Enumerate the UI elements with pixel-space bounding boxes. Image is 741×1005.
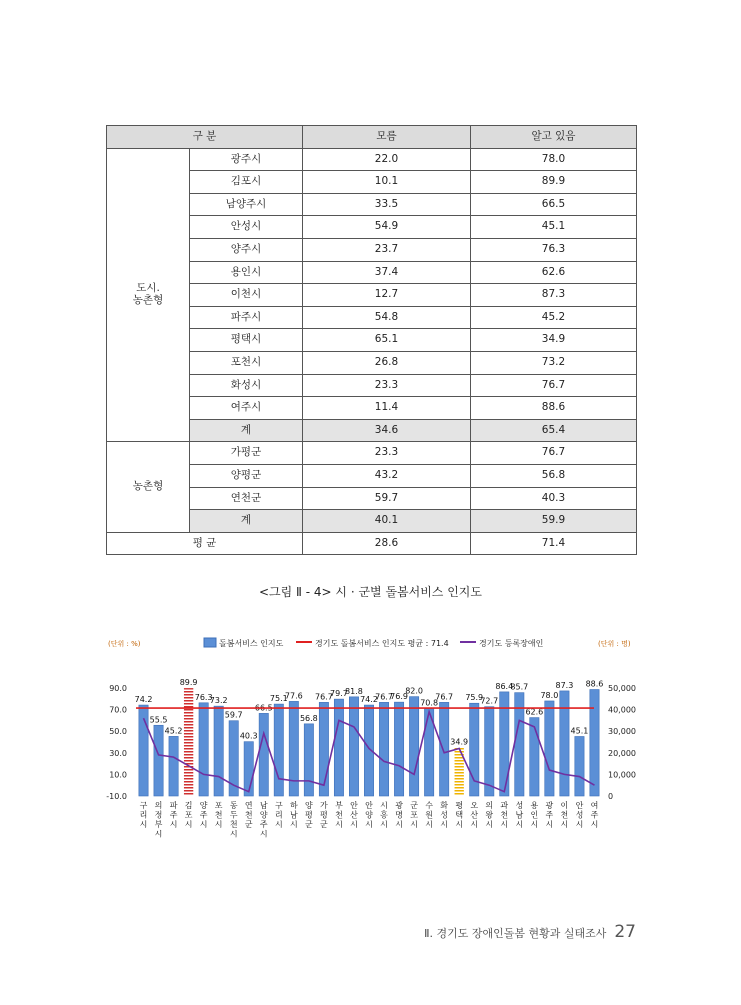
bar bbox=[485, 707, 494, 796]
cell-city: 가평군 bbox=[190, 442, 303, 465]
x-tick-label: 광 명 시 bbox=[395, 801, 403, 829]
cell-unknown: 12.7 bbox=[303, 284, 471, 307]
cell-city: 양평군 bbox=[190, 464, 303, 487]
x-tick-label: 시 흥 시 bbox=[380, 801, 388, 829]
bar bbox=[289, 701, 298, 796]
cell-unknown: 59.7 bbox=[303, 487, 471, 510]
average-known: 71.4 bbox=[471, 532, 637, 555]
group-label: 도시. 농촌형 bbox=[107, 148, 190, 442]
page-number: 27 bbox=[614, 922, 636, 942]
bar-value-label: 62.6 bbox=[525, 707, 544, 717]
x-tick-label: 동 두 천 시 bbox=[229, 801, 238, 839]
x-tick-label: 파 주 시 bbox=[169, 801, 178, 829]
cell-city: 이천시 bbox=[190, 284, 303, 307]
x-tick-label: 가 평 군 bbox=[320, 801, 328, 829]
y-left-tick: 90.0 bbox=[109, 684, 127, 693]
cell-known: 87.3 bbox=[471, 284, 637, 307]
bar bbox=[394, 702, 403, 796]
bar-value-label: 59.7 bbox=[224, 710, 243, 720]
bar bbox=[199, 703, 208, 796]
x-tick-label: 용 인 시 bbox=[530, 801, 539, 829]
bar-value-label: 77.6 bbox=[284, 691, 303, 701]
bar-value-label: 72.7 bbox=[480, 696, 499, 706]
cell-known: 89.9 bbox=[471, 171, 637, 194]
cell-city: 포천시 bbox=[190, 351, 303, 374]
bar bbox=[169, 736, 178, 796]
group-label: 농촌형 bbox=[107, 442, 190, 532]
x-tick-label: 오 산 시 bbox=[470, 801, 479, 829]
subtotal-unknown: 40.1 bbox=[303, 510, 471, 533]
bar bbox=[334, 699, 343, 796]
bar-value-label: 78.0 bbox=[540, 690, 559, 700]
bar-value-label: 70.8 bbox=[420, 698, 439, 708]
x-tick-label: 양 평 군 bbox=[305, 801, 313, 829]
y-right-tick: 20,000 bbox=[608, 748, 636, 758]
cell-known: 76.3 bbox=[471, 238, 637, 261]
cell-unknown: 33.5 bbox=[303, 193, 471, 216]
x-tick-label: 구 리 시 bbox=[139, 801, 148, 829]
bar bbox=[560, 691, 569, 796]
cell-city: 용인시 bbox=[190, 261, 303, 284]
header-unknown: 모름 bbox=[303, 126, 471, 149]
bar-value-label: 55.5 bbox=[149, 715, 168, 725]
bar bbox=[184, 688, 193, 796]
x-tick-label: 의 왕 시 bbox=[485, 801, 494, 829]
bar bbox=[154, 725, 163, 796]
y-right-tick: 30,000 bbox=[608, 727, 636, 737]
cell-unknown: 11.4 bbox=[303, 397, 471, 420]
bar-value-label: 79.7 bbox=[330, 689, 348, 699]
y-left-tick: 30.0 bbox=[109, 748, 127, 758]
x-tick-label: 부 천 시 bbox=[335, 801, 343, 829]
average-label: 평 균 bbox=[107, 532, 303, 555]
x-tick-label: 여 주 시 bbox=[590, 801, 599, 829]
bar-value-label: 76.7 bbox=[375, 692, 393, 702]
y-left-tick: 70.0 bbox=[109, 705, 127, 715]
bar-value-label: 81.8 bbox=[345, 686, 363, 696]
bar bbox=[530, 718, 539, 796]
cell-known: 76.7 bbox=[471, 442, 637, 465]
table-row bbox=[107, 148, 637, 171]
average-row bbox=[107, 532, 637, 555]
bar-value-label: 76.7 bbox=[435, 692, 454, 702]
y-left-tick: 50.0 bbox=[109, 727, 127, 737]
bar-value-label: 34.9 bbox=[450, 737, 469, 747]
cell-city: 여주시 bbox=[190, 397, 303, 420]
bar-value-label: 76.7 bbox=[314, 692, 333, 702]
bar-value-label: 76.9 bbox=[390, 692, 408, 702]
cell-known: 73.2 bbox=[471, 351, 637, 374]
x-tick-label: 하 남 시 bbox=[289, 801, 298, 829]
y-right-tick: 50,000 bbox=[608, 684, 636, 693]
x-tick-label: 양 주 시 bbox=[199, 801, 208, 829]
y-right-tick: 10,000 bbox=[608, 770, 636, 780]
subtotal-label: 계 bbox=[190, 510, 303, 533]
x-tick-label: 군 포 시 bbox=[410, 801, 418, 829]
cell-known: 76.7 bbox=[471, 374, 637, 397]
x-tick-label: 연 천 군 bbox=[244, 801, 253, 829]
header-known: 알고 있음 bbox=[471, 126, 637, 149]
x-tick-label: 이 천 시 bbox=[560, 801, 569, 829]
bar-value-label: 75.9 bbox=[465, 693, 484, 703]
bar bbox=[274, 704, 283, 796]
bar-value-label: 45.2 bbox=[164, 726, 183, 736]
legend-bar-swatch bbox=[204, 638, 216, 647]
cell-city: 안성시 bbox=[190, 216, 303, 239]
cell-unknown: 22.0 bbox=[303, 148, 471, 171]
x-tick-label: 평 택 시 bbox=[455, 801, 464, 829]
cell-unknown: 26.8 bbox=[303, 351, 471, 374]
x-tick-label: 김 포 시 bbox=[184, 801, 193, 829]
cell-known: 56.8 bbox=[471, 464, 637, 487]
subtotal-unknown: 34.6 bbox=[303, 419, 471, 442]
bar-value-label: 56.8 bbox=[299, 713, 318, 723]
cell-city: 김포시 bbox=[190, 171, 303, 194]
left-unit-label: (단위 : %) bbox=[108, 640, 141, 648]
bar-value-label: 74.2 bbox=[360, 695, 378, 705]
x-tick-label: 남 양 주 시 bbox=[259, 801, 268, 839]
x-tick-label: 화 성 시 bbox=[440, 801, 449, 829]
bar-value-label: 66.5 bbox=[254, 703, 273, 713]
average-unknown: 28.6 bbox=[303, 532, 471, 555]
legend-avg-label: 경기도 돌봄서비스 인지도 평균 : 71.4 bbox=[315, 639, 449, 648]
cell-known: 45.1 bbox=[471, 216, 637, 239]
header-category: 구 분 bbox=[107, 126, 303, 149]
bar-value-label: 76.3 bbox=[194, 692, 213, 702]
cell-known: 62.6 bbox=[471, 261, 637, 284]
footer-chapter: Ⅱ. 경기도 장애인돌봄 현황과 실태조사 bbox=[424, 927, 607, 940]
awareness-table bbox=[106, 125, 637, 555]
cell-unknown: 10.1 bbox=[303, 171, 471, 194]
legend-bar-label: 돌봄서비스 인지도 bbox=[219, 639, 284, 648]
x-tick-label: 포 천 시 bbox=[214, 801, 223, 829]
x-tick-label: 성 남 시 bbox=[515, 801, 524, 829]
bar-value-label: 88.6 bbox=[585, 679, 604, 689]
legend-reg-label: 경기도 등록장애인 bbox=[479, 639, 544, 648]
cell-city: 양주시 bbox=[190, 238, 303, 261]
x-tick-label: 광 주 시 bbox=[545, 801, 554, 829]
y-right-tick: 0 bbox=[608, 792, 614, 801]
cell-known: 78.0 bbox=[471, 148, 637, 171]
subtotal-known: 59.9 bbox=[471, 510, 637, 533]
bar bbox=[379, 702, 388, 796]
right-unit-label: (단위 : 명) bbox=[598, 640, 631, 648]
bar-value-label: 87.3 bbox=[555, 680, 574, 690]
bar-value-label: 85.7 bbox=[510, 682, 529, 692]
bar-value-label: 45.1 bbox=[570, 726, 589, 736]
bar-value-label: 74.2 bbox=[134, 695, 153, 705]
bar bbox=[304, 724, 313, 796]
x-tick-label: 수 원 시 bbox=[425, 801, 433, 829]
awareness-chart bbox=[100, 628, 640, 858]
cell-city: 광주시 bbox=[190, 148, 303, 171]
cell-known: 45.2 bbox=[471, 306, 637, 329]
subtotal-label: 계 bbox=[190, 419, 303, 442]
cell-city: 파주시 bbox=[190, 306, 303, 329]
cell-known: 66.5 bbox=[471, 193, 637, 216]
bar-value-label: 73.2 bbox=[209, 696, 228, 706]
bar-value-label: 75.1 bbox=[269, 694, 288, 704]
bar bbox=[259, 713, 268, 796]
x-tick-label: 과 천 시 bbox=[500, 801, 509, 829]
bar bbox=[349, 697, 358, 796]
cell-unknown: 23.3 bbox=[303, 374, 471, 397]
bar bbox=[545, 701, 554, 796]
table-row bbox=[107, 442, 637, 465]
cell-known: 40.3 bbox=[471, 487, 637, 510]
page-footer bbox=[424, 922, 636, 942]
cell-city: 화성시 bbox=[190, 374, 303, 397]
bar bbox=[440, 702, 449, 796]
cell-unknown: 23.7 bbox=[303, 238, 471, 261]
x-tick-label: 구 리 시 bbox=[274, 801, 283, 829]
x-tick-label: 의 정 부 시 bbox=[154, 801, 163, 839]
x-tick-label: 안 성 시 bbox=[575, 801, 584, 829]
cell-unknown: 54.9 bbox=[303, 216, 471, 239]
bar-value-label: 86.4 bbox=[495, 681, 514, 691]
bar-value-label: 40.3 bbox=[239, 731, 258, 741]
bar-value-label: 89.9 bbox=[179, 678, 198, 688]
x-tick-label: 안 양 시 bbox=[365, 801, 373, 829]
cell-unknown: 23.3 bbox=[303, 442, 471, 465]
subtotal-known: 65.4 bbox=[471, 419, 637, 442]
bar-value-label: 82.0 bbox=[405, 686, 424, 696]
cell-unknown: 54.8 bbox=[303, 306, 471, 329]
cell-city: 연천군 bbox=[190, 487, 303, 510]
cell-unknown: 65.1 bbox=[303, 329, 471, 352]
x-tick-label: 안 산 시 bbox=[350, 801, 358, 829]
y-right-tick: 40,000 bbox=[608, 705, 636, 715]
cell-known: 88.6 bbox=[471, 397, 637, 420]
bar bbox=[214, 706, 223, 796]
cell-city: 평택시 bbox=[190, 329, 303, 352]
bar bbox=[575, 736, 584, 796]
bar bbox=[409, 697, 418, 796]
bar bbox=[590, 690, 599, 796]
figure-caption: <그림 Ⅱ - 4> 시 · 군별 돌봄서비스 인지도 bbox=[258, 585, 482, 599]
y-left-tick: 10.0 bbox=[109, 770, 127, 780]
cell-city: 남양주시 bbox=[190, 193, 303, 216]
y-left-tick: -10.0 bbox=[106, 792, 127, 801]
bar bbox=[244, 742, 253, 796]
cell-unknown: 37.4 bbox=[303, 261, 471, 284]
cell-known: 34.9 bbox=[471, 329, 637, 352]
table-header-row bbox=[107, 126, 637, 149]
cell-unknown: 43.2 bbox=[303, 464, 471, 487]
